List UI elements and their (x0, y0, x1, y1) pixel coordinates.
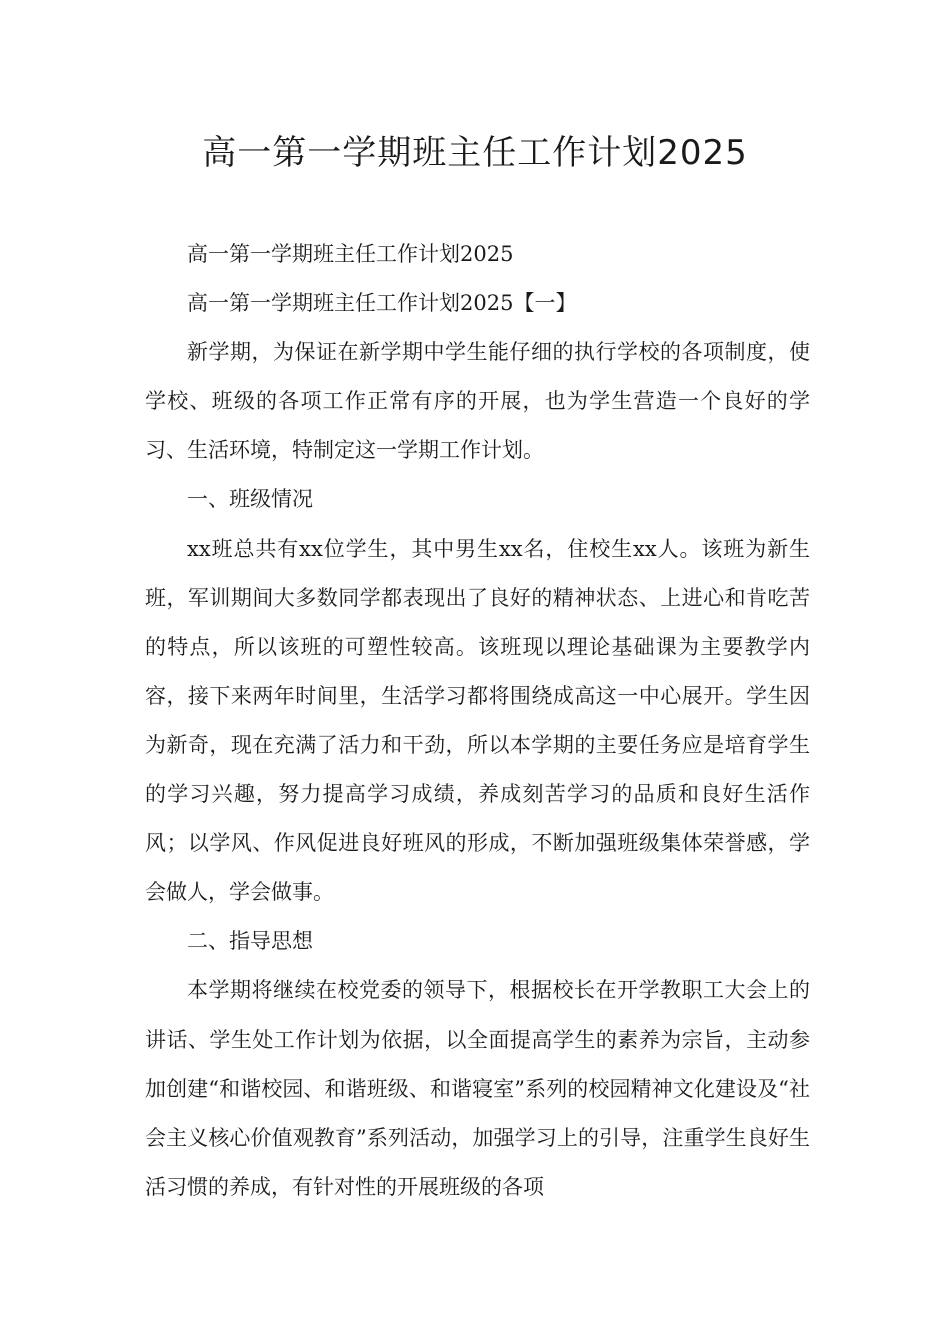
heading-class-situation: 一、班级情况 (187, 487, 313, 512)
heading-guiding-thought: 二、指导思想 (187, 929, 313, 954)
document-title: 高一第一学期班主任工作计划2025 (202, 133, 748, 173)
paragraph-class-situation: xx班总共有xx位学生，其中男生xx名，住校生xx人。该班为新生班，军训期间大多数同学都表现出了良好的精神状态、上进心和肯吃苦的特点，所以该班的可塑性较高。该班现以理论基础课为主要教学内容，接下来两年时间里，生活学习都将围绕成高这一中心展开。学生因为新奇，现在充满了活力和干劲，所以本学期的主要任务应是培育学生的学习兴趣，努力提高学习成绩，养成刻苦学习的品质和良好生活作风；以学风、作风促进良好班风的形成，不断加强班级集体荣誉感，学会做人，学会做事。 (145, 536, 810, 905)
paragraph-guiding-thought: 本学期将继续在校党委的领导下，根据校长在开学教职工大会上的讲话、学生处工作计划为依据，以全面提高学生的素养为宗旨，主动参加创建“和谐校园、和谐班级、和谐寝室”系列的校园精神文化建设及“社会主义核心价值观教育”系列活动，加强学习上的引导，注重学生良好生活习惯的养成，有针对性的开展班级的各项 (145, 978, 810, 1199)
paragraph-intro: 新学期，为保证在新学期中学生能仔细的执行学校的各项制度，使学校、班级的各项工作正常有序的开展，也为学生营造一个良好的学习、生活环境，特制定这一学期工作计划。 (145, 340, 810, 463)
document-body (145, 230, 810, 1212)
paragraph-section-heading: 高一第一学期班主任工作计划2025【一】 (187, 291, 577, 316)
paragraph-subtitle: 高一第一学期班主任工作计划2025 (187, 242, 514, 266)
